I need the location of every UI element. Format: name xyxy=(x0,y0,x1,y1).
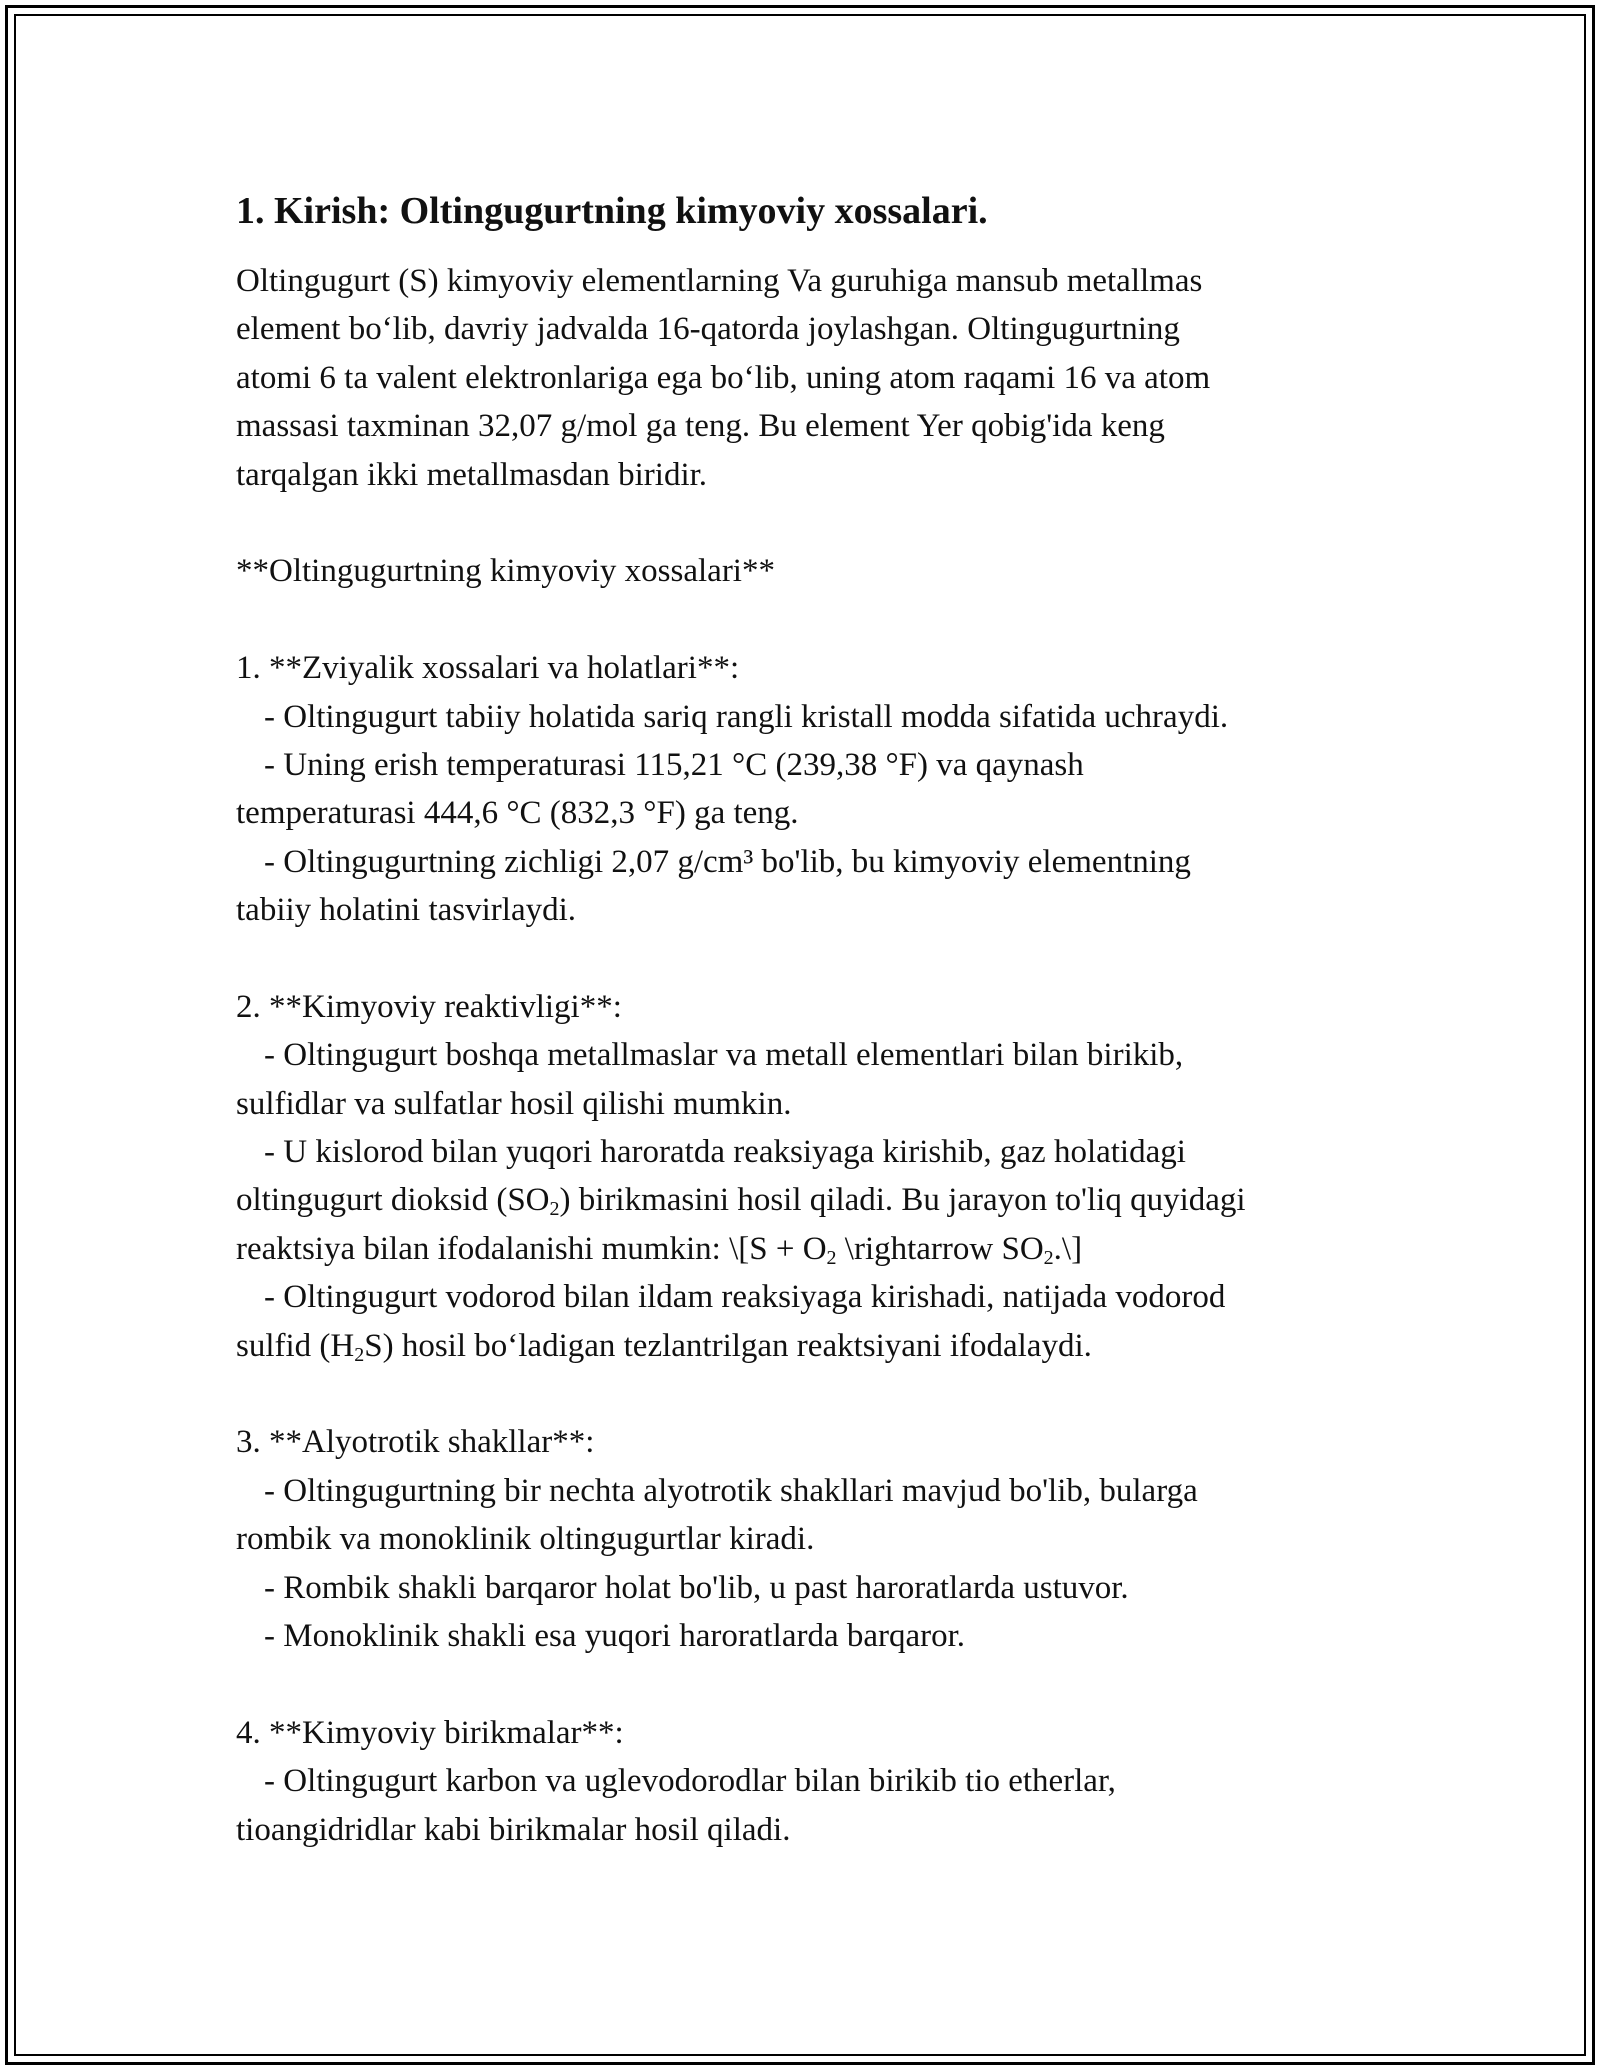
section-subheading: **Oltingugurtning kimyoviy xossalari** xyxy=(236,553,775,590)
list-item-continuation: temperaturasi 444,6 °C (832,3 °F) ga teng. xyxy=(236,795,799,832)
intro-line: tarqalgan ikki metallmasdan biridir. xyxy=(236,456,708,493)
list-item: - Uning erish temperaturasi 115,21 °C (239,38 °F) va qaynash xyxy=(264,746,1084,783)
list-item: - Rombik shakli barqaror holat bo'lib, u past haroratlarda ustuvor. xyxy=(264,1569,1129,1606)
subscript: 2 xyxy=(549,1198,560,1221)
section-allotropes xyxy=(236,1418,1396,1660)
intro-line: massasi taxminan 32,07 g/mol ga teng. Bu element Yer qobig'ida keng xyxy=(236,408,1165,445)
spacer xyxy=(236,499,1396,547)
list-item-continuation: tabiiy holatini tasvirlaydi. xyxy=(236,892,577,929)
document-body xyxy=(236,183,1396,1854)
section-reactivity xyxy=(236,983,1396,1370)
list-item: - Oltingugurt tabiiy holatida sariq rangli kristall modda sifatida uchraydi. xyxy=(264,698,1229,735)
text-run: S) hosil bo‘ladigan tezlantrilgan reaktsiyani ifodalaydi. xyxy=(364,1327,1092,1364)
list-item: - Oltingugurt karbon va uglevodorodlar bilan birikib tio etherlar, xyxy=(264,1763,1116,1800)
section-physical-properties xyxy=(236,644,1396,934)
text-run: \rightarrow SO xyxy=(836,1230,1044,1267)
list-item: - U kislorod bilan yuqori haroratda reaksiyaga kirishib, gaz holatidagi xyxy=(264,1134,1186,1171)
list-item: - Oltingugurt vodorod bilan ildam reaksiyaga kirishadi, natijada vodorod xyxy=(264,1279,1226,1316)
list-item-continuation xyxy=(236,1322,1396,1370)
subscript: 2 xyxy=(1043,1246,1054,1269)
text-run: .\] xyxy=(1053,1230,1083,1267)
spacer xyxy=(236,1370,1396,1418)
document-title: 1. Kirish: Oltingugurtning kimyoviy xossalari. xyxy=(236,190,988,232)
list-item-continuation xyxy=(236,1225,1396,1273)
section-heading: 2. **Kimyoviy reaktivligi**: xyxy=(236,988,622,1025)
section-heading: 4. **Kimyoviy birikmalar**: xyxy=(236,1714,624,1751)
intro-line: Oltingugurt (S) kimyoviy elementlarning Va guruhiga mansub metallmas xyxy=(236,263,1203,299)
spacer xyxy=(236,596,1396,644)
spacer xyxy=(236,1660,1396,1708)
list-item-continuation xyxy=(236,1176,1396,1224)
text-run: sulfid (H xyxy=(236,1327,355,1364)
intro-paragraph xyxy=(236,257,1396,499)
intro-line: element bo‘lib, davriy jadvalda 16-qatorda joylashgan. Oltingugurtning xyxy=(236,311,1180,348)
intro-line: atomi 6 ta valent elektronlariga ega bo‘lib, uning atom raqami 16 va atom xyxy=(236,359,1211,396)
section-heading: 3. **Alyotrotik shakllar**: xyxy=(236,1424,595,1461)
list-item-continuation: sulfidlar va sulfatlar hosil qilishi mumkin. xyxy=(236,1085,792,1122)
list-item: - Oltingugurt boshqa metallmaslar va metall elementlari bilan birikib, xyxy=(264,1037,1184,1074)
subscript: 2 xyxy=(826,1246,837,1269)
list-item-continuation: tioangidridlar kabi birikmalar hosil qiladi. xyxy=(236,1811,791,1848)
list-item-continuation: rombik va monoklinik oltingugurtlar kiradi. xyxy=(236,1521,815,1558)
section-heading: 1. **Zviyalik xossalari va holatlari**: xyxy=(236,650,740,687)
subscript: 2 xyxy=(354,1343,365,1366)
section-compounds xyxy=(236,1709,1396,1854)
text-run: ) birikmasini hosil qiladi. Bu jarayon to'liq quyidagi xyxy=(559,1182,1246,1219)
spacer xyxy=(236,934,1396,982)
text-run: reaktsiya bilan ifodalanishi mumkin: \[S + O xyxy=(236,1230,827,1267)
list-item: - Oltingugurtning zichligi 2,07 g/cm³ bo'lib, bu kimyoviy elementning xyxy=(264,843,1191,880)
list-item: - Monoklinik shakli esa yuqori haroratlarda barqaror. xyxy=(264,1617,966,1654)
list-item: - Oltingugurtning bir nechta alyotrotik shakllari mavjud bo'lib, bularga xyxy=(264,1472,1198,1509)
text-run: oltingugurt dioksid (SO xyxy=(236,1182,550,1219)
